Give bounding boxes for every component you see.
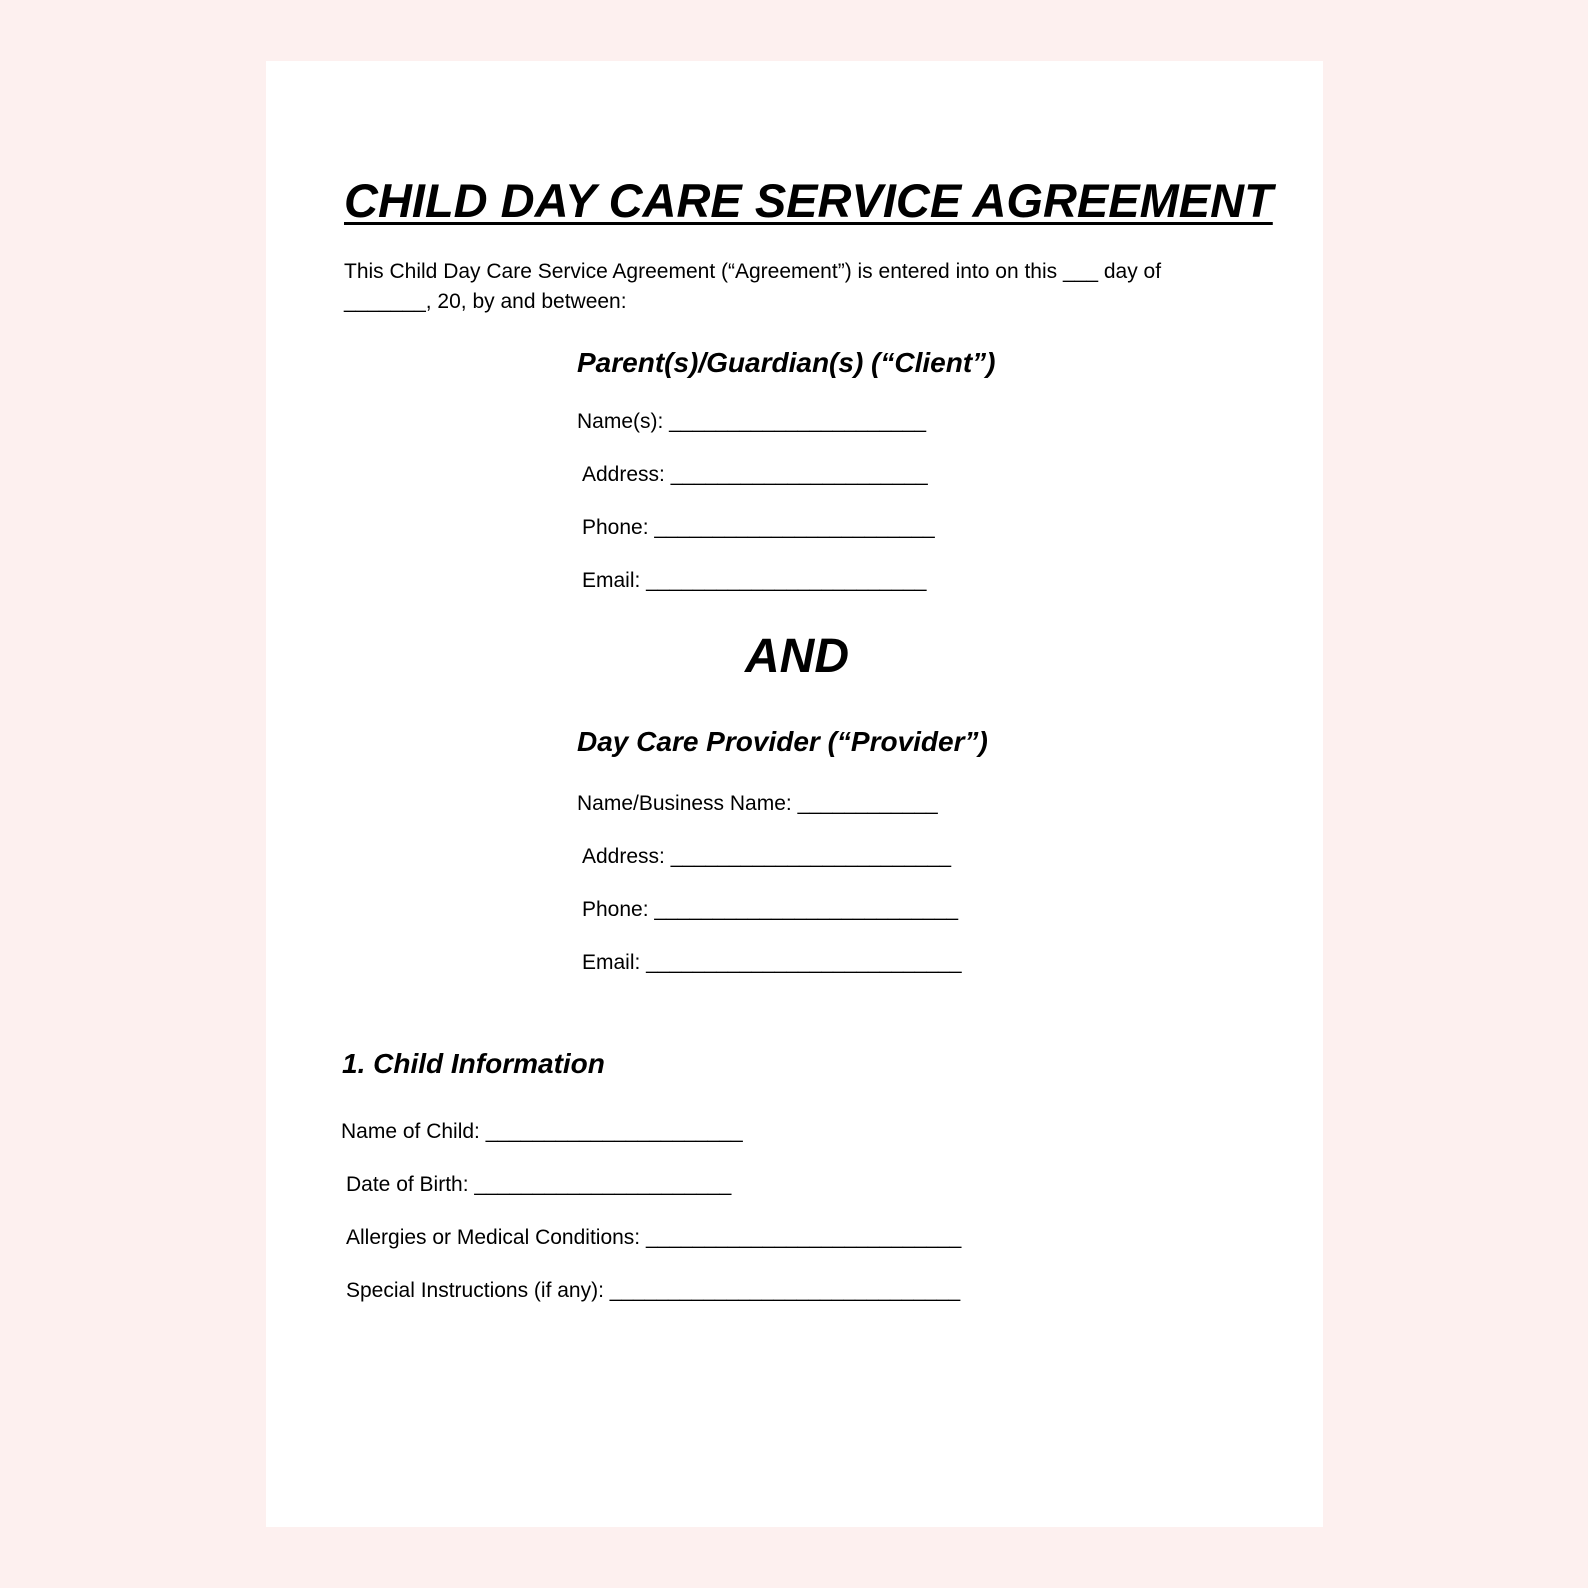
client-email-field: Email: ________________________ xyxy=(582,569,927,592)
client-heading: Parent(s)/Guardian(s) (“Client”) xyxy=(577,347,996,378)
client-address-field: Address: ______________________ xyxy=(582,463,928,486)
provider-heading: Day Care Provider (“Provider”) xyxy=(577,726,988,757)
intro-line-1: This Child Day Care Service Agreement (“Agreement”) is entered into on this ___ day of xyxy=(344,260,1162,283)
child-info-heading: 1. Child Information xyxy=(342,1048,605,1079)
intro-paragraph xyxy=(344,257,1244,317)
client-phone-field: Phone: ________________________ xyxy=(582,516,935,539)
child-name-field: Name of Child: ______________________ xyxy=(341,1120,743,1143)
provider-name-field: Name/Business Name: ____________ xyxy=(577,792,938,815)
child-dob-field: Date of Birth: ______________________ xyxy=(346,1173,732,1196)
provider-email-field: Email: ___________________________ xyxy=(582,951,962,974)
provider-phone-field: Phone: __________________________ xyxy=(582,898,959,921)
child-allergies-field: Allergies or Medical Conditions: ___________________________ xyxy=(346,1226,962,1249)
provider-address-field: Address: ________________________ xyxy=(582,845,952,868)
document-page xyxy=(266,61,1323,1527)
and-connector: AND xyxy=(745,630,849,683)
child-special-instructions-field: Special Instructions (if any): ______________________________ xyxy=(346,1279,961,1302)
intro-line-2: _______, 20, by and between: xyxy=(344,290,627,313)
document-title: CHILD DAY CARE SERVICE AGREEMENT xyxy=(344,174,1273,227)
client-name-field: Name(s): ______________________ xyxy=(577,410,927,433)
